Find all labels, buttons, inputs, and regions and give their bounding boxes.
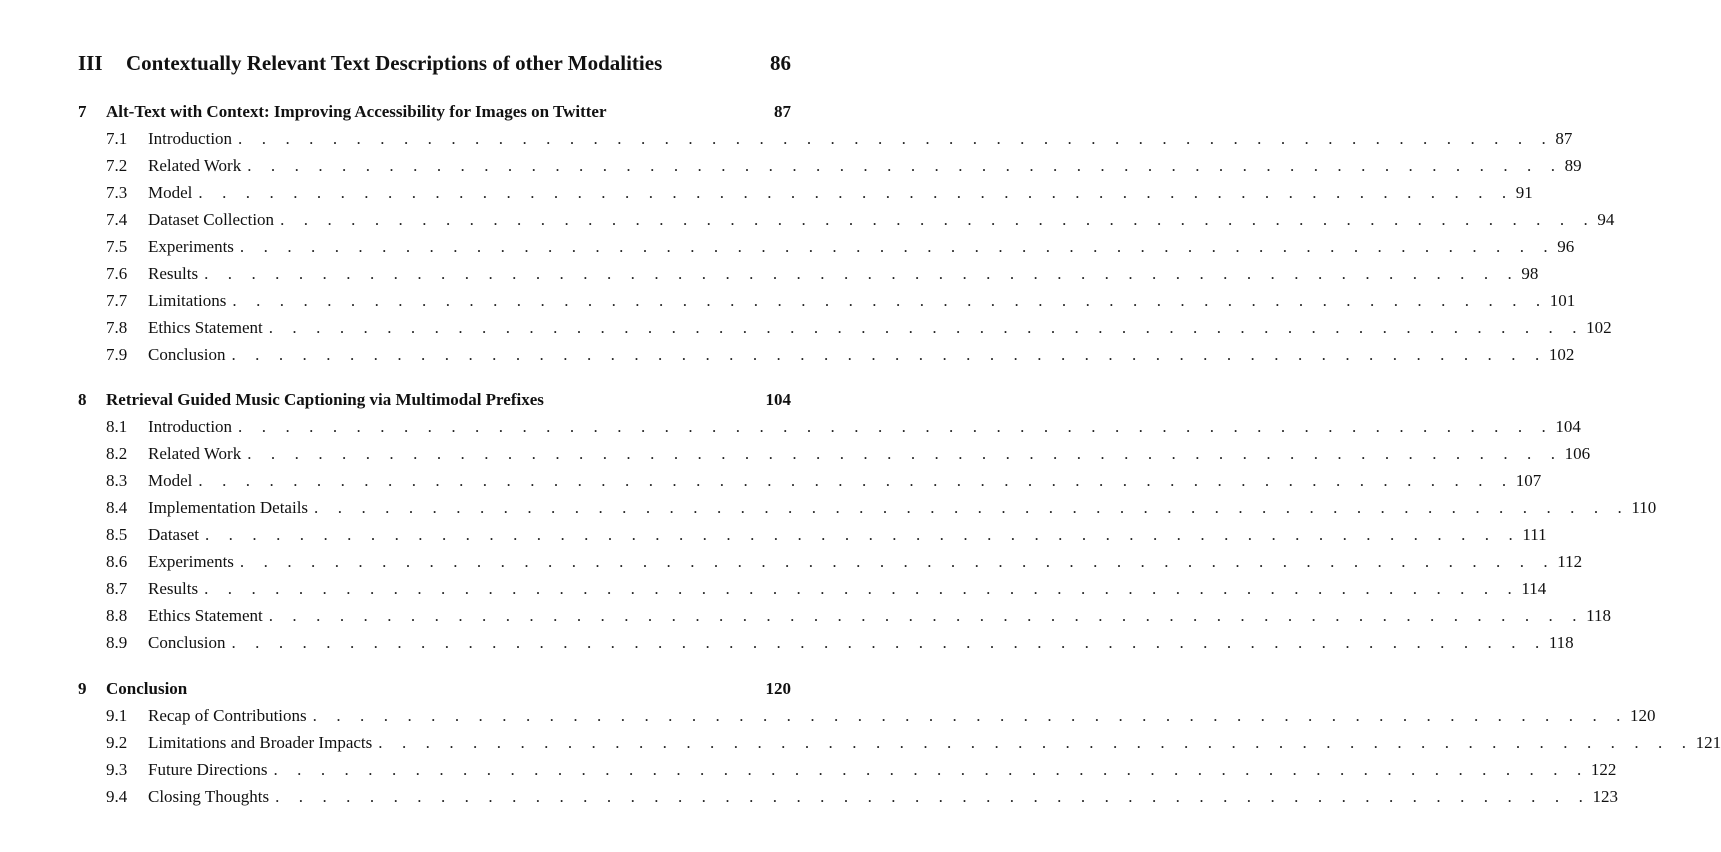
chapter-title: Conclusion [106,679,188,698]
dot-leader: . . . . . . . . . . . . . . . . . . . . . . . . . . . . . . . . . . . . . . . . . . . . . . . . . . . . . . . . [239,552,1556,571]
section-page: 122 [1590,760,1617,779]
section-number: 7.8 [106,318,128,337]
toc-entry[interactable] [78,440,1591,467]
chapter-number: 7 [78,102,87,121]
chapter-heading[interactable] [78,98,791,125]
section-title: Conclusion [148,633,226,652]
chapter-heading[interactable] [78,386,791,413]
section-title: Results [148,264,199,283]
section-page: 111 [1522,525,1547,544]
section-title: Model [148,471,193,490]
section-page: 118 [1548,633,1574,652]
toc-entry[interactable] [78,179,1533,206]
section-page: 118 [1586,606,1611,625]
section-list [78,125,1615,368]
section-number: 9.1 [106,706,128,725]
section-page: 107 [1515,471,1542,490]
chapter-page: 104 [765,390,791,409]
dot-leader: . . . . . . . . . . . . . . . . . . . . . . . . . . . . . . . . . . . . . . . . . . . . . . . . . . . . . . . . [280,210,1596,229]
section-list [78,413,1657,656]
section-title: Related Work [148,156,242,175]
dot-leader: . . . . . . . . . . . . . . . . . . . . . . . . . . . . . . . . . . . . . . . . . . . . . . . . . . . . . . . . [378,733,1694,752]
part-title: Contextually Relevant Text Descriptions of other Modalities [126,51,663,75]
toc-entry[interactable] [78,602,1611,629]
section-page: 106 [1564,444,1591,463]
section-page: 120 [1630,706,1656,725]
dot-leader: . . . . . . . . . . . . . . . . . . . . . . . . . . . . . . . . . . . . . . . . . . . . . . . . . . . . . . . . [314,498,1630,517]
chapter-number: 8 [78,390,87,409]
dot-leader: . . . . . . . . . . . . . . . . . . . . . . . . . . . . . . . . . . . . . . . . . . . . . . . . . . . . . . . . [198,471,1514,490]
chapter-title: Alt-Text with Context: Improving Accessibility for Images on Twitter [106,102,607,121]
toc-entry[interactable] [78,521,1547,548]
toc-entry[interactable] [78,467,1542,494]
section-number: 8.7 [106,579,128,598]
dot-leader: . . . . . . . . . . . . . . . . . . . . . . . . . . . . . . . . . . . . . . . . . . . . . . . . . . . . . . . . [204,579,1520,598]
section-title: Dataset Collection [148,210,275,229]
section-number: 8.3 [106,471,128,490]
dot-leader: . . . . . . . . . . . . . . . . . . . . . . . . . . . . . . . . . . . . . . . . . . . . . . . . . . . . . . . . [273,760,1589,779]
section-page: 96 [1557,237,1575,256]
toc-entry[interactable] [78,783,1618,810]
section-number: 8.9 [106,633,128,652]
chapter-heading[interactable] [78,675,791,702]
section-page: 87 [1555,129,1573,148]
toc-entry[interactable] [78,702,1656,729]
section-page: 112 [1557,552,1583,571]
section-title: Ethics Statement [148,318,263,337]
toc-entry[interactable] [78,729,1721,756]
part-page: 86 [770,51,791,75]
section-page: 114 [1521,579,1547,598]
toc-entry[interactable] [78,152,1582,179]
section-title: Limitations and Broader Impacts [148,733,373,752]
section-title: Dataset [148,525,199,544]
dot-leader: . . . . . . . . . . . . . . . . . . . . . . . . . . . . . . . . . . . . . . . . . . . . . . . . . . . . . . . . [204,264,1520,283]
section-page: 123 [1592,787,1618,806]
dot-leader: . . . . . . . . . . . . . . . . . . . . . . . . . . . . . . . . . . . . . . . . . . . . . . . . . . . . . . . . [312,706,1629,725]
section-title: Experiments [148,552,234,571]
toc-entry[interactable] [78,494,1657,521]
section-page: 101 [1549,291,1576,310]
chapter-page: 120 [765,679,791,698]
section-page: 102 [1586,318,1612,337]
dot-leader: . . . . . . . . . . . . . . . . . . . . . . . . . . . . . . . . . . . . . . . . . . . . . . . . . . . . . . . . [247,156,1563,175]
dot-leader: . . . . . . . . . . . . . . . . . . . . . . . . . . . . . . . . . . . . . . . . . . . . . . . . . . . . . . . . [268,606,1585,625]
toc-entry[interactable] [78,287,1576,314]
dot-leader: . . . . . . . . . . . . . . . . . . . . . . . . . . . . . . . . . . . . . . . . . . . . . . . . . . . . . . . . [204,525,1521,544]
section-number: 8.4 [106,498,128,517]
section-title: Related Work [148,444,242,463]
toc-entry[interactable] [78,341,1575,368]
dot-leader: . . . . . . . . . . . . . . . . . . . . . . . . . . . . . . . . . . . . . . . . . . . . . . . . . . . . . . . . [275,787,1591,806]
section-number: 7.1 [106,129,128,148]
section-number: 8.1 [106,417,128,436]
toc-entry[interactable] [78,575,1547,602]
section-number: 7.7 [106,291,128,310]
section-page: 102 [1548,345,1575,364]
section-page: 94 [1597,210,1615,229]
section-number: 8.8 [106,606,128,625]
section-number: 9.3 [106,760,128,779]
section-title: Experiments [148,237,234,256]
chapter-8 [78,386,1657,656]
section-number: 7.9 [106,345,128,364]
section-number: 7.4 [106,210,128,229]
section-title: Limitations [148,291,227,310]
section-page: 104 [1555,417,1581,436]
section-title: Implementation Details [148,498,309,517]
section-number: 9.4 [106,787,128,806]
chapter-7 [78,98,1615,368]
section-number: 7.3 [106,183,128,202]
toc-entry[interactable] [78,756,1617,783]
section-title: Recap of Contributions [148,706,307,725]
section-title: Results [148,579,199,598]
chapter-number: 9 [78,679,87,698]
dot-leader: . . . . . . . . . . . . . . . . . . . . . . . . . . . . . . . . . . . . . . . . . . . . . . . . . . . . . . . . [232,291,1548,310]
section-page: 89 [1564,156,1582,175]
toc-entry[interactable] [78,548,1583,575]
toc-entry[interactable] [78,260,1539,287]
toc-entry[interactable] [78,314,1612,341]
chapter-title: Retrieval Guided Music Captioning via Multimodal Prefixes [106,390,544,409]
dot-leader: . . . . . . . . . . . . . . . . . . . . . . . . . . . . . . . . . . . . . . . . . . . . . . . . . . . . . . . . [231,345,1547,364]
toc-entry[interactable] [78,233,1575,260]
chapter-page: 87 [774,102,791,121]
dot-leader: . . . . . . . . . . . . . . . . . . . . . . . . . . . . . . . . . . . . . . . . . . . . . . . . . . . . . . . . [247,444,1563,463]
section-title: Conclusion [148,345,226,364]
section-number: 9.2 [106,733,128,752]
section-page: 98 [1521,264,1539,283]
toc-entry[interactable] [78,413,1581,440]
dot-leader: . . . . . . . . . . . . . . . . . . . . . . . . . . . . . . . . . . . . . . . . . . . . . . . . . . . . . . . . [198,183,1514,202]
section-title: Closing Thoughts [148,787,270,806]
dot-leader: . . . . . . . . . . . . . . . . . . . . . . . . . . . . . . . . . . . . . . . . . . . . . . . . . . . . . . . . [231,633,1547,652]
section-page: 110 [1631,498,1657,517]
section-page: 91 [1515,183,1533,202]
toc-entry[interactable] [78,629,1574,656]
chapter-9 [78,675,1721,810]
dot-leader: . . . . . . . . . . . . . . . . . . . . . . . . . . . . . . . . . . . . . . . . . . . . . . . . . . . . . . . . [238,417,1554,436]
section-title: Ethics Statement [148,606,263,625]
part-number: III [78,51,103,75]
section-title: Introduction [148,417,233,436]
section-number: 7.2 [106,156,128,175]
section-list [78,702,1721,810]
section-number: 8.6 [106,552,128,571]
section-number: 7.5 [106,237,128,256]
toc-entry[interactable] [78,206,1615,233]
section-title: Introduction [148,129,233,148]
section-number: 8.2 [106,444,128,463]
toc-entry[interactable] [78,125,1573,152]
section-title: Model [148,183,193,202]
section-number: 8.5 [106,525,128,544]
section-title: Future Directions [148,760,268,779]
section-number: 7.6 [106,264,128,283]
section-page: 121 [1695,733,1721,752]
dot-leader: . . . . . . . . . . . . . . . . . . . . . . . . . . . . . . . . . . . . . . . . . . . . . . . . . . . . . . . . [239,237,1556,256]
dot-leader: . . . . . . . . . . . . . . . . . . . . . . . . . . . . . . . . . . . . . . . . . . . . . . . . . . . . . . . . [268,318,1585,337]
dot-leader: . . . . . . . . . . . . . . . . . . . . . . . . . . . . . . . . . . . . . . . . . . . . . . . . . . . . . . . . [238,129,1554,148]
part-heading [78,51,791,79]
